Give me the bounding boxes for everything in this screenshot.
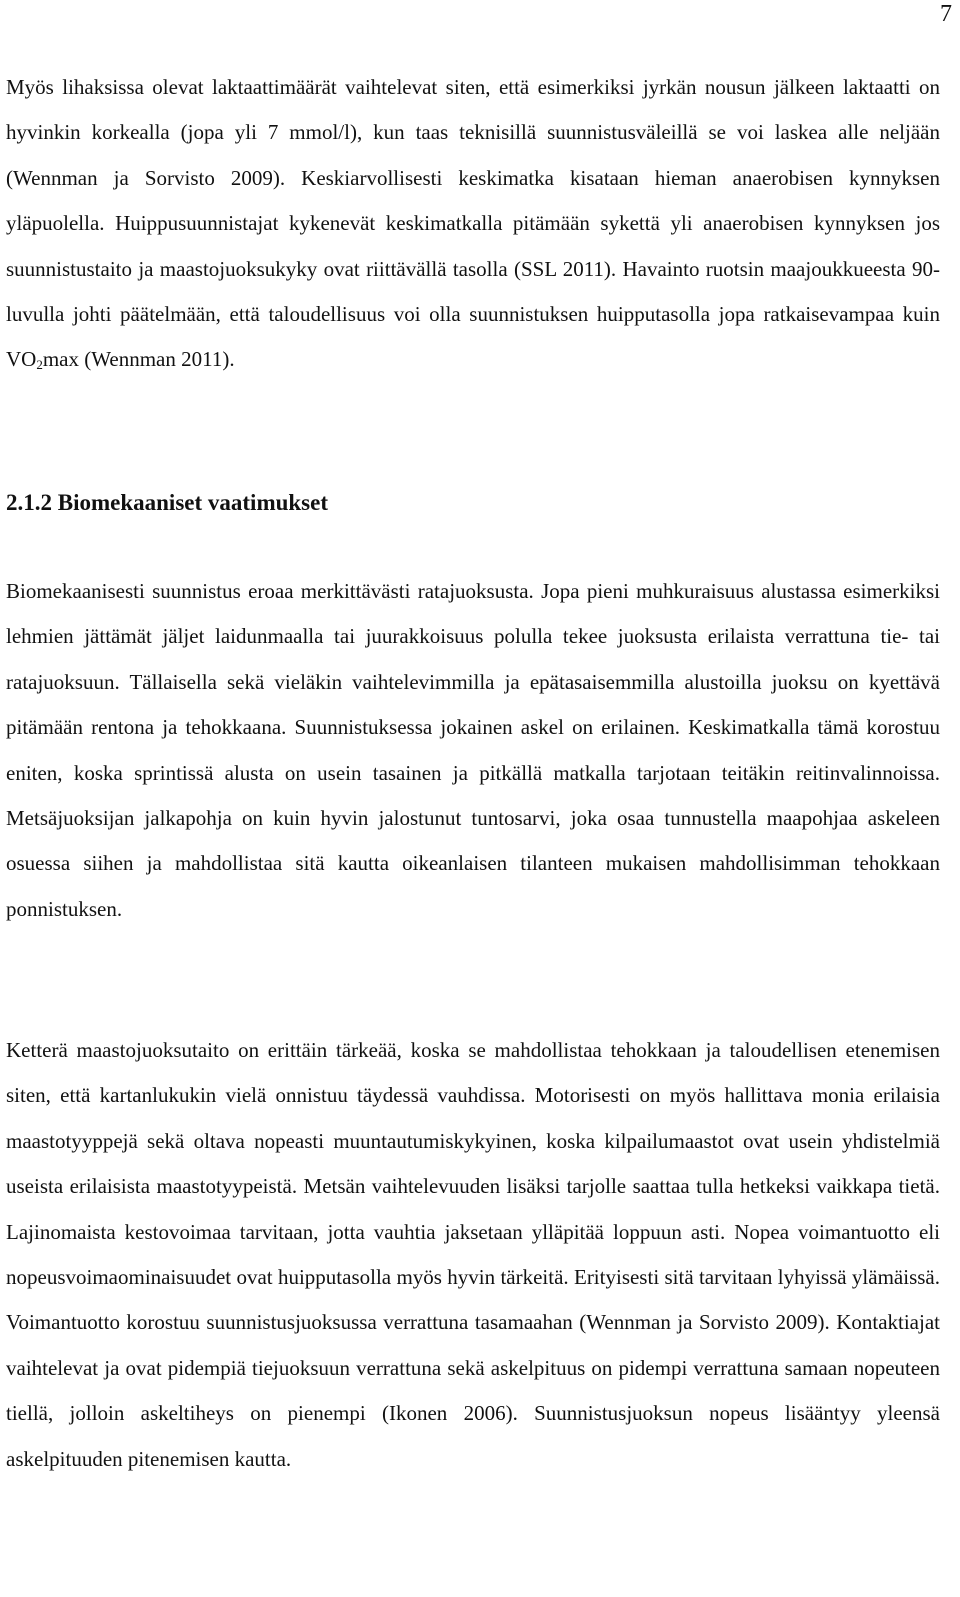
section-heading: 2.1.2 Biomekaaniset vaatimukset — [6, 490, 328, 515]
paragraph-1-text: Myös lihaksissa olevat laktaattimäärät vaihtelevat siten, että esimerkiksi jyrkän nousun jälkeen laktaatti on hyvinkin korkealla (jopa yli 7 mmol/l), kun taas teknisillä suunnistusväleillä se voi laskea alle neljään (Wennman ja Sorvisto 2009). Keskiarvollisesti keskimatka kisataan hieman anaerobisen kynnyksen yläpuolella. Huippusuunnistajat kykenevät keskimatkalla pitämään sykettä yli anaerobisen kynnyksen jos suunnistustaito ja maastojuoksukyky ovat riittävällä tasolla (SSL 2011). Havainto ruotsin maajoukkueesta 90-luvulla johti päätelmään, että taloudellisuus voi olla suunnistuksen huipputasolla jopa ratkaisevampaa kuin VO — [6, 75, 940, 372]
subscript-2: 2 — [36, 357, 43, 373]
paragraph-1-text-end: max (Wennman 2011). — [42, 347, 235, 372]
page-number: 7 — [940, 1, 952, 27]
body-paragraph-2: Biomekaanisesti suunnistus eroaa merkittävästi ratajuoksusta. Jopa pieni muhkuraisuus alustassa esimerkiksi lehmien jättämät jäljet laidunmaalla tai juurakkoisuus polulla tekee juoksusta erilaista verrattuna tie- tai ratajuoksuun. Tällaisella sekä vieläkin vaihtelevimmilla ja epätasaisemmilla alustoilla juoksu on kyettävä pitämään rentona ja tehokkaana. Suunnistuksessa jokainen askel on erilainen. Keskimatkalla tämä korostuu eniten, koska sprintissä alusta on usein tasainen ja pitkällä matkalla tarjotaan teitäkin reitinvalinnoissa. Metsäjuoksijan jalkapohja on kuin hyvin jalostunut tuntosarvi, joka osaa tunnustella maapohjaa askeleen osuessa siihen ja mahdollistaa sitä kautta oikeanlaisen tilanteen mukaisen mahdollisimman tehokkaan ponnistuksen. — [6, 579, 940, 921]
body-paragraph-1 — [6, 65, 940, 383]
body-paragraph-3: Ketterä maastojuoksutaito on erittäin tärkeää, koska se mahdollistaa tehokkaan ja taloudellisen etenemisen siten, että kartanlukukin vielä onnistuu täydessä vauhdissa. Motorisesti on myös hallittava monia erilaisia maastotyyppejä sekä oltava nopeasti muuntautumiskykyinen, koska kilpailumaastot ovat usein yhdistelmiä useista erilaisista maastotyypeistä. Metsän vaihtelevuuden lisäksi tarjolle saattaa tulla hetkeksi vaikkapa tietä. Lajinomaista kestovoimaa tarvitaan, jotta vauhtia jaksetaan ylläpitää loppuun asti. Nopea voimantuotto eli nopeusvoimaominaisuudet ovat huipputasolla myös hyvin tärkeitä. Erityisesti sitä tarvitaan lyhyissä ylämäissä. Voimantuotto korostuu suunnistusjuoksussa verrattuna tasamaahan (Wennman ja Sorvisto 2009). Kontaktiajat vaihtelevat ja ovat pidempiä tiejuoksuun verrattuna sekä askelpituus on pidempi verrattuna samaan nopeuteen tiellä, jolloin askeltiheys on pienempi (Ikonen 2006). Suunnistusjuoksun nopeus lisääntyy yleensä askelpituuden pitenemisen kautta. — [6, 1038, 940, 1471]
